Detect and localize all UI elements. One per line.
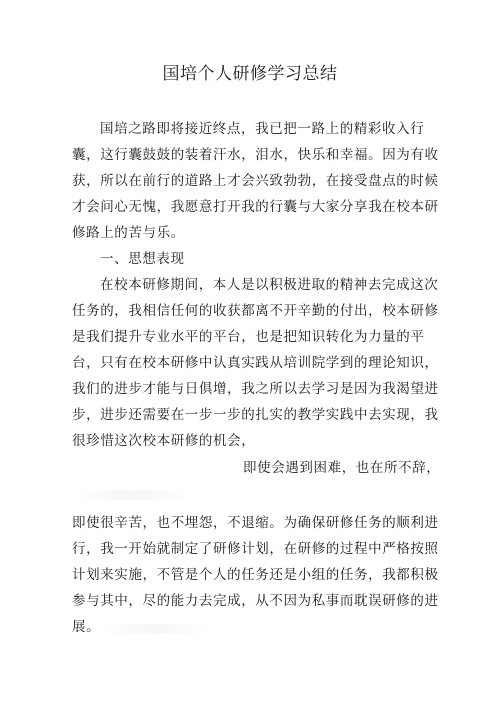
paragraph-line: 才会问心无愧，我愿意打开我的行囊与大家分享我在校本研	[72, 199, 439, 215]
paragraph-line: 很珍惜这次校本研修的机会，	[72, 433, 256, 449]
section-heading: 一、思想表现	[100, 251, 185, 267]
paragraph-line: 在校本研修期间，本人是以积极进取的精神去完成这次	[100, 277, 439, 293]
paragraph-line: 获，所以在前行的道路上才会兴致勃勃，在接受盘点的时候	[72, 173, 439, 189]
faint-artifact	[100, 624, 210, 634]
paragraph-line: 囊，这行囊鼓鼓的装着汗水，泪水，快乐和幸福。因为有收	[72, 147, 439, 163]
document-title: 国培个人研修学习总结	[162, 64, 338, 84]
paragraph-line: 国培之路即将接近终点，我已把一路上的精彩收入行	[100, 121, 425, 137]
paragraph-line: 即使会遇到困难，也在所不辞，	[243, 460, 441, 476]
paragraph-line: 我们的进步才能与日俱增，我之所以去学习是因为我渴望进	[72, 381, 439, 397]
paragraph-line: 任务的，我相信任何的收获都离不开辛勤的付出，校本研修	[72, 303, 439, 319]
paragraph-line: 修路上的苦与乐。	[72, 225, 185, 241]
paragraph-line: 是我们提升专业水平的平台，也是把知识转化为力量的平	[72, 329, 425, 345]
paragraph-line: 步，进步还需要在一步一步的扎实的教学实践中去实现，我	[72, 407, 439, 423]
paragraph-line: 展。	[72, 619, 101, 635]
paragraph-line: 台，只有在校本研修中认真实践从培训院学到的理论知识，	[72, 355, 439, 371]
paragraph-line: 即使很辛苦，也不埋怨，不退缩。为确保研修任务的顺利进	[72, 515, 439, 531]
faint-artifact	[72, 490, 192, 500]
paragraph-line: 行，我一开始就制定了研修计划，在研修的过程中严格按照	[72, 541, 439, 557]
paragraph-line: 参与其中，尽的能力去完成，从不因为私事而耽误研修的进	[72, 593, 439, 609]
paragraph-line: 计划来实施，不管是个人的任务还是小组的任务，我都积极	[72, 567, 439, 583]
